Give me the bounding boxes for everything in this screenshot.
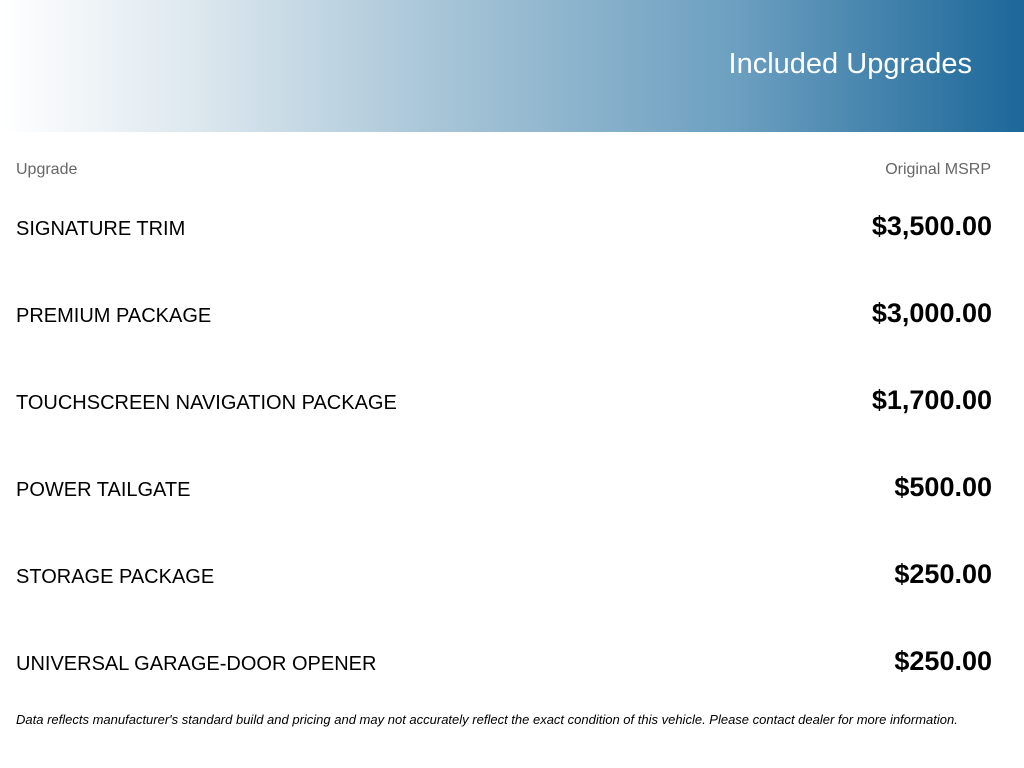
column-headers bbox=[16, 161, 991, 181]
upgrade-price: $3,000.00 bbox=[871, 298, 992, 328]
upgrade-name: PREMIUM PACKAGE bbox=[16, 305, 212, 327]
upgrade-row bbox=[16, 471, 992, 558]
column-header-upgrade: Upgrade bbox=[16, 161, 78, 178]
upgrade-price: $3,500.00 bbox=[871, 211, 992, 241]
page-title: Included Upgrades bbox=[728, 48, 972, 80]
header-banner bbox=[0, 0, 1024, 132]
upgrade-price: $1,700.00 bbox=[871, 385, 992, 415]
upgrade-name: UNIVERSAL GARAGE-DOOR OPENER bbox=[16, 653, 377, 675]
upgrade-price: $500.00 bbox=[894, 472, 992, 502]
column-header-msrp: Original MSRP bbox=[885, 161, 991, 178]
upgrade-row bbox=[16, 210, 992, 297]
upgrade-name: POWER TAILGATE bbox=[16, 479, 191, 501]
upgrade-row bbox=[16, 297, 992, 384]
upgrade-price: $250.00 bbox=[894, 559, 992, 589]
upgrade-name: TOUCHSCREEN NAVIGATION PACKAGE bbox=[16, 392, 397, 414]
upgrade-name: STORAGE PACKAGE bbox=[16, 566, 215, 588]
upgrade-row bbox=[16, 384, 992, 471]
upgrade-price: $250.00 bbox=[894, 646, 992, 676]
disclaimer-text: Data reflects manufacturer's standard build and pricing and may not accurately reflect the exact condition of this vehicle. Please contact dealer for more information. bbox=[16, 712, 958, 727]
upgrade-name: SIGNATURE TRIM bbox=[16, 218, 186, 240]
upgrade-row bbox=[16, 558, 992, 645]
upgrades-list bbox=[16, 210, 992, 732]
